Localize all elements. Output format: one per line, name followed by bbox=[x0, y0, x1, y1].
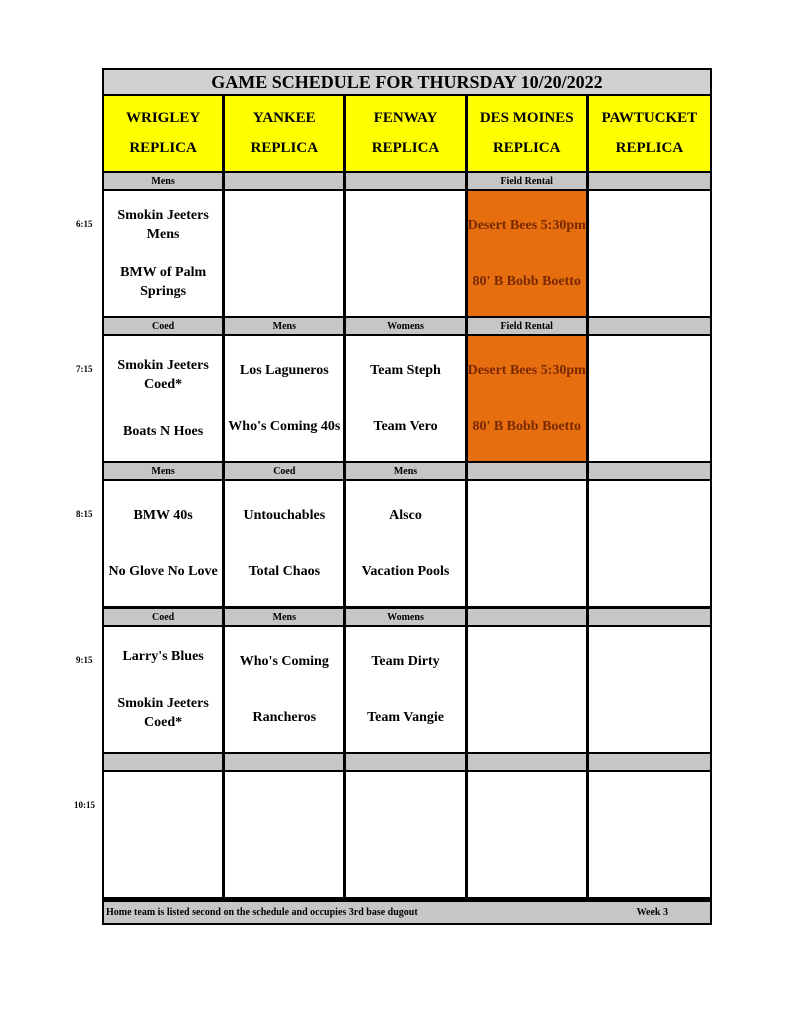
footer-bar bbox=[104, 900, 710, 923]
division-label: Field Rental bbox=[468, 171, 589, 191]
time-label: 7:15 bbox=[76, 364, 93, 374]
field-header-pawtucket bbox=[589, 96, 710, 171]
home-team: Team Vangie bbox=[367, 710, 444, 726]
time-label: 9:15 bbox=[76, 655, 93, 665]
field-sub: REPLICA bbox=[129, 139, 197, 156]
visitor-team: Who's Coming bbox=[239, 653, 329, 669]
division-label bbox=[468, 461, 589, 481]
game-row bbox=[104, 481, 710, 606]
game-row bbox=[104, 191, 710, 316]
home-team: Vacation Pools bbox=[361, 564, 450, 580]
game-cell bbox=[589, 191, 710, 316]
division-label: Coed bbox=[225, 461, 346, 481]
home-team: BMW of Palm Springs bbox=[120, 264, 207, 299]
time-label: 8:15 bbox=[76, 509, 93, 519]
division-label: Mens bbox=[346, 461, 467, 481]
field-name: WRIGLEY bbox=[126, 110, 201, 127]
game-row bbox=[104, 336, 710, 461]
home-team: No Glove No Love bbox=[108, 564, 218, 580]
field-sub: REPLICA bbox=[250, 139, 319, 156]
visitor-team: Team Steph bbox=[370, 362, 441, 378]
game-cell bbox=[346, 336, 467, 461]
game-cell bbox=[589, 336, 710, 461]
home-team: Boats N Hoes bbox=[123, 424, 204, 439]
field-header-des-moines bbox=[468, 96, 589, 171]
field-name: PAWTUCKET bbox=[601, 110, 698, 127]
visitor-team: Alsco bbox=[389, 507, 422, 523]
field-sub: REPLICA bbox=[615, 139, 684, 156]
visitor-team: Smokin Jeeters Coed* bbox=[117, 358, 209, 392]
game-cell bbox=[225, 772, 346, 897]
game-row bbox=[104, 627, 710, 752]
game-cell bbox=[346, 481, 467, 606]
division-label bbox=[468, 752, 589, 772]
division-label: Field Rental bbox=[468, 316, 589, 336]
home-team: 80' B Bobb Boetto bbox=[472, 274, 581, 290]
division-label: Coed bbox=[104, 316, 225, 336]
field-sub: REPLICA bbox=[371, 139, 440, 156]
division-label bbox=[589, 607, 710, 627]
game-cell bbox=[346, 627, 467, 752]
footer-note: Home team is listed second on the schedule and occupies 3rd base dugout bbox=[106, 907, 418, 918]
visitor-team: Team Dirty bbox=[371, 653, 440, 669]
field-header-yankee bbox=[225, 96, 346, 171]
home-team: Rancheros bbox=[252, 710, 317, 726]
division-label: Mens bbox=[104, 461, 225, 481]
field-header-wrigley bbox=[104, 96, 225, 171]
visitor-team: Smokin Jeeters Mens bbox=[117, 208, 209, 243]
game-cell bbox=[468, 336, 589, 461]
home-team: Total Chaos bbox=[248, 564, 321, 580]
visitor-team: BMW 40s bbox=[133, 507, 193, 523]
division-label bbox=[589, 752, 710, 772]
game-cell bbox=[589, 627, 710, 752]
home-team: Who's Coming 40s bbox=[228, 419, 341, 435]
field-name: YANKEE bbox=[252, 110, 316, 127]
division-label: Mens bbox=[225, 316, 346, 336]
division-label: Coed bbox=[104, 607, 225, 627]
game-cell bbox=[104, 336, 225, 461]
division-row bbox=[104, 607, 710, 627]
field-header-row bbox=[104, 96, 710, 171]
home-team: Team Vero bbox=[373, 419, 438, 435]
field-name: DES MOINES bbox=[479, 110, 574, 127]
division-row bbox=[104, 461, 710, 481]
visitor-team: Untouchables bbox=[243, 507, 326, 523]
home-team: Smokin Jeeters Coed* bbox=[117, 696, 209, 730]
game-cell bbox=[104, 481, 225, 606]
game-cell bbox=[225, 627, 346, 752]
visitor-team: Desert Bees 5:30pm bbox=[467, 217, 586, 233]
division-row bbox=[104, 316, 710, 336]
game-cell bbox=[225, 191, 346, 316]
division-label: Womens bbox=[346, 316, 467, 336]
division-label bbox=[104, 752, 225, 772]
field-name: FENWAY bbox=[373, 110, 438, 127]
game-cell bbox=[346, 772, 467, 897]
game-cell bbox=[468, 191, 589, 316]
division-label bbox=[589, 171, 710, 191]
division-label bbox=[346, 171, 467, 191]
game-cell bbox=[589, 772, 710, 897]
division-label: Mens bbox=[225, 607, 346, 627]
schedule-title: GAME SCHEDULE FOR THURSDAY 10/20/2022 bbox=[104, 70, 710, 96]
game-cell bbox=[225, 336, 346, 461]
division-label bbox=[589, 461, 710, 481]
division-label: Mens bbox=[104, 171, 225, 191]
field-sub: REPLICA bbox=[492, 139, 561, 156]
visitor-team: Larry's Blues bbox=[122, 649, 204, 664]
division-label bbox=[589, 316, 710, 336]
visitor-team: Los Laguneros bbox=[239, 362, 329, 378]
home-team: 80' B Bobb Boetto bbox=[472, 419, 581, 435]
game-row bbox=[104, 772, 710, 897]
division-row bbox=[104, 171, 710, 191]
game-cell bbox=[589, 481, 710, 606]
time-label: 6:15 bbox=[76, 219, 93, 229]
field-header-fenway bbox=[346, 96, 467, 171]
division-label bbox=[225, 752, 346, 772]
division-row bbox=[104, 752, 710, 772]
game-cell bbox=[104, 191, 225, 316]
game-cell bbox=[468, 772, 589, 897]
game-cell bbox=[468, 481, 589, 606]
game-cell bbox=[346, 191, 467, 316]
division-label bbox=[468, 607, 589, 627]
schedule-table bbox=[102, 68, 712, 925]
division-label bbox=[225, 171, 346, 191]
game-cell bbox=[104, 772, 225, 897]
game-cell bbox=[104, 627, 225, 752]
game-cell bbox=[468, 627, 589, 752]
game-cell bbox=[225, 481, 346, 606]
week-label: Week 3 bbox=[636, 907, 668, 918]
division-label: Womens bbox=[346, 607, 467, 627]
division-label bbox=[346, 752, 467, 772]
visitor-team: Desert Bees 5:30pm bbox=[467, 362, 586, 378]
time-label: 10:15 bbox=[74, 800, 95, 810]
